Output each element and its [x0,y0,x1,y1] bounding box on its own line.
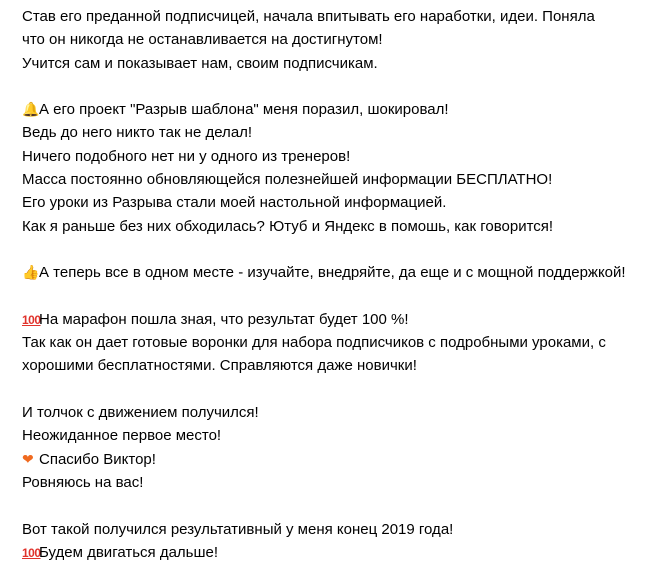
post-line [22,541,644,564]
post-line [22,98,644,121]
post-line-text: Будем двигаться дальше! [39,543,219,561]
post-line: хорошими бесплатностями. Справляются даже новички! [22,357,417,375]
post-line: Как я раньше без них обходилась? Ютуб и Яндекс в помошь, как говорится! [22,217,554,235]
paragraph-gap [22,285,644,308]
post-line: Ничего подобного нет ни у одного из тренеров! [22,147,351,165]
post-line: Ведь до него никто так не делал! [22,124,253,142]
post-line [22,448,644,471]
post-line: Масса постоянно обновляющейся полезнейшей информации БЕСПЛАТНО! [22,171,553,189]
post-line: Став его преданной подписчицей, начала впитывать его наработки, идеи. Поняла [22,8,595,25]
paragraph-gap [22,75,644,98]
post-line-text: Спасибо Виктор! [39,450,156,468]
hundred-points-icon: 100 [22,312,41,327]
post-line-text: На марафон пошла зная, что результат будет 100 %! [39,310,409,328]
paragraph-gap [22,238,644,261]
post-text [22,5,644,564]
paragraph-gap [22,494,644,517]
post-line-text: А его проект "Разрыв шаблона" меня поразил, шокировал! [39,101,449,119]
thumbs-up-icon: 👍 [22,265,40,282]
post-line: Неожиданное первое место! [22,427,222,445]
bell-icon: 🔔 [22,102,40,119]
heart-icon: ❤ [22,451,34,468]
hundred-points-icon: 100 [22,545,41,560]
post-line: И толчок с движением получился! [22,404,259,422]
post-line: Так как он дает готовые воронки для набора подписчиков с подробными уроками, с [22,334,606,352]
post-line [22,308,644,331]
post-line-text: А теперь все в одном месте - изучайте, внедряйте, да еще и с мощной поддержкой! [39,264,626,282]
post-line: Ровняюсь на вас! [22,473,144,491]
post-line: что он никогда не останавливается на достигнутом! [22,31,383,49]
post-line [22,261,644,284]
post-line: Вот такой получился результативный у меня конец 2019 года! [22,520,454,538]
post-line: Его уроки из Разрыва стали моей настольной информацией. [22,194,447,212]
post-line: Учится сам и показывает нам, своим подписчикам. [22,54,378,72]
paragraph-gap [22,378,644,401]
